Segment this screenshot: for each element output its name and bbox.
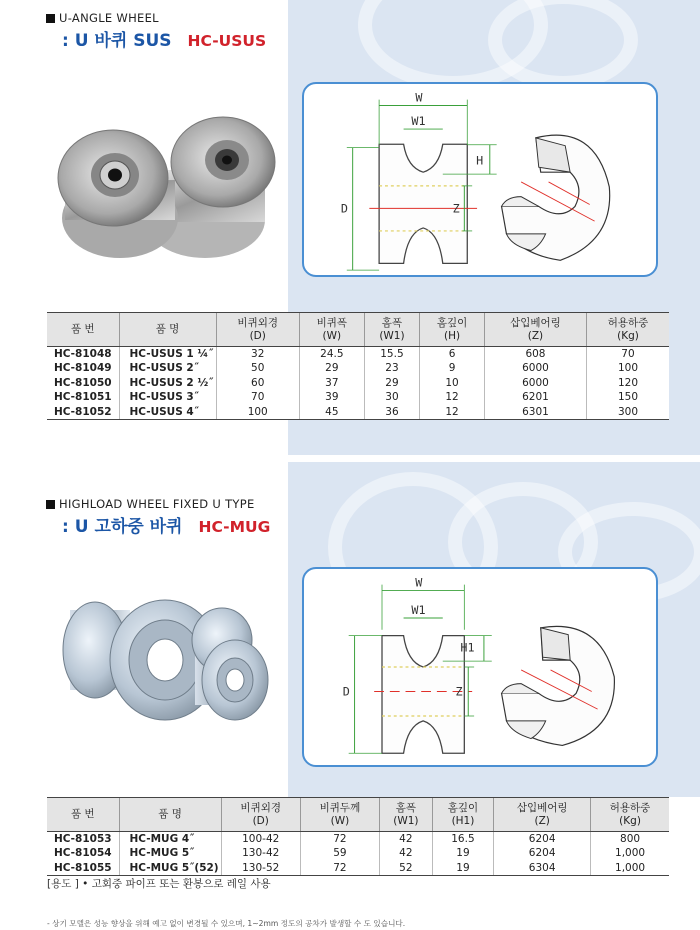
- w1-label: W1: [411, 603, 426, 618]
- table-cell: 72: [300, 861, 379, 876]
- footnote: - 상기 모델은 성능 향상을 위해 예고 없이 변경될 수 있으며, 1~2mm 정도의 공차가 발생할 수 도 있습니다.: [47, 919, 406, 928]
- col-header: 홈폭 (W1): [364, 313, 419, 347]
- table-cell: 37: [299, 376, 364, 391]
- col-header: 홈깊이 (H): [420, 313, 485, 347]
- table-cell: 9: [420, 361, 485, 376]
- table-cell: 6204: [494, 846, 591, 861]
- table-cell: 59: [300, 846, 379, 861]
- table-cell: 1,000: [591, 861, 669, 876]
- section2-product-code: HC-MUG: [198, 518, 271, 536]
- usage-line: [47, 876, 271, 891]
- table-cell: 12: [420, 390, 485, 405]
- table-cell: 19: [432, 861, 494, 876]
- table-cell: 30: [364, 390, 419, 405]
- table-cell: 130-42: [221, 846, 300, 861]
- table-cell: 70: [586, 347, 669, 362]
- z-label: Z: [455, 684, 463, 699]
- table-cell: 100-42: [221, 832, 300, 847]
- table-cell: 52: [380, 861, 433, 876]
- table-cell: HC-MUG 4˝: [119, 832, 221, 847]
- table-cell: 36: [364, 405, 419, 420]
- cutaway-3d-view: [502, 135, 610, 260]
- z-label: Z: [452, 201, 460, 216]
- table-cell: 100: [216, 405, 299, 420]
- table-cell: 42: [380, 846, 433, 861]
- table-cell: HC-MUG 5˝(52): [119, 861, 221, 876]
- table-row: [47, 390, 669, 405]
- usage-text: • 고회중 파이프 또는 환봉으로 레일 사용: [82, 878, 271, 890]
- h-label: H: [476, 153, 484, 168]
- w-label: W: [415, 575, 423, 590]
- table-row: [47, 347, 669, 362]
- table-cell: 45: [299, 405, 364, 420]
- table-cell: 6301: [484, 405, 586, 420]
- table-cell: HC-USUS 2˝: [119, 361, 216, 376]
- col-header: 삽입베어링 (Z): [494, 798, 591, 832]
- col-header: 품 명: [119, 313, 216, 347]
- section2-subtitle: [62, 512, 270, 537]
- section1-heading: U-ANGLE WHEEL: [46, 11, 159, 25]
- h1-label: H1: [460, 640, 475, 655]
- section2-table-body: [47, 832, 669, 876]
- table-cell: 29: [364, 376, 419, 391]
- table-cell: HC-81049: [53, 362, 112, 375]
- table-cell: HC-81051: [53, 391, 112, 404]
- table-cell: 60: [216, 376, 299, 391]
- col-header: 삽입베어링 (Z): [484, 313, 586, 347]
- section1-product-code: HC-USUS: [187, 32, 267, 50]
- table-cell: HC-81055: [47, 861, 119, 876]
- col-header: 허용하중 (Kg): [591, 798, 669, 832]
- table-row: [47, 376, 669, 391]
- table-cell: 39: [299, 390, 364, 405]
- table-cell: 12: [420, 405, 485, 420]
- col-header: 품 번: [47, 798, 119, 832]
- cutaway-3d-view: [502, 626, 615, 745]
- section1-subtitle: [62, 26, 266, 51]
- table-cell: 6201: [484, 390, 586, 405]
- w1-label: W1: [411, 114, 426, 129]
- table-cell: HC-81052: [47, 405, 119, 420]
- section2-dimension-diagram: [302, 567, 658, 767]
- table-cell: 300: [586, 405, 669, 420]
- table-cell: 70: [216, 390, 299, 405]
- col-header: 품 번: [47, 313, 119, 347]
- table-cell: 23: [364, 361, 419, 376]
- table-cell: 130-52: [221, 861, 300, 876]
- col-header: 홈폭 (W1): [380, 798, 433, 832]
- col-header: 비퀴폭 (W): [299, 313, 364, 347]
- table-cell: 15.5: [364, 347, 419, 362]
- table-cell: 32: [216, 347, 299, 362]
- section1-subtitle-ko: : U 바퀴 SUS: [62, 31, 172, 51]
- section2-heading: HIGHLOAD WHEEL FIXED U TYPE: [46, 497, 255, 511]
- table-cell: 42: [380, 832, 433, 847]
- table-cell: HC-MUG 5˝: [119, 846, 221, 861]
- usage-tag: [용도 ]: [47, 878, 79, 890]
- table-cell: 800: [591, 832, 669, 847]
- table-cell: HC-81050: [53, 376, 112, 389]
- col-header: 품 명: [119, 798, 221, 832]
- square-bullet-icon: [46, 500, 55, 509]
- table-row: [47, 846, 669, 861]
- section2-spec-table: [47, 797, 669, 876]
- table-cell: 6204: [494, 832, 591, 847]
- col-header: 비퀴외경 (D): [216, 313, 299, 347]
- section1-table-body: [47, 347, 669, 420]
- table-cell: HC-81048: [53, 348, 112, 360]
- table-cell: 24.5: [299, 347, 364, 362]
- table-cell: HC-USUS 1 ¼˝: [119, 347, 216, 362]
- table-header-row: [47, 313, 669, 347]
- table-cell: 72: [300, 832, 379, 847]
- d-label: D: [340, 201, 348, 216]
- table-cell: HC-USUS 4˝: [119, 405, 216, 420]
- section2-subtitle-ko: : U 고하중 바퀴: [62, 517, 183, 537]
- square-bullet-icon: [46, 14, 55, 23]
- section1-dimension-diagram: [302, 82, 658, 277]
- table-cell: 120: [586, 376, 669, 391]
- table-row: [47, 361, 669, 376]
- w-label: W: [415, 90, 423, 105]
- col-header: 홈깊이 (H1): [432, 798, 494, 832]
- table-row: [47, 832, 669, 847]
- table-cell: HC-USUS 3˝: [119, 390, 216, 405]
- table-cell: 608: [484, 347, 586, 362]
- table-cell: 50: [216, 361, 299, 376]
- table-cell: 1,000: [591, 846, 669, 861]
- table-header-row: [47, 798, 669, 832]
- table-cell: 6304: [494, 861, 591, 876]
- table-row: [47, 405, 669, 420]
- d-label: D: [342, 684, 350, 699]
- section1-spec-table: [47, 312, 669, 420]
- table-row: [47, 861, 669, 876]
- table-cell: 19: [432, 846, 494, 861]
- u-angle-wheel-photo: [55, 100, 280, 265]
- table-cell: 150: [586, 390, 669, 405]
- table-cell: 10: [420, 376, 485, 391]
- col-header: 비퀴외경 (D): [221, 798, 300, 832]
- table-cell: 16.5: [432, 832, 494, 847]
- highload-wheel-photo: [50, 580, 275, 730]
- table-cell: HC-81054: [53, 847, 112, 860]
- table-cell: HC-81053: [53, 833, 112, 845]
- col-header: 허용하중 (Kg): [586, 313, 669, 347]
- col-header: 비퀴두께 (W): [300, 798, 379, 832]
- table-cell: 29: [299, 361, 364, 376]
- wheel-profile-outline: [382, 636, 464, 754]
- table-cell: 6000: [484, 361, 586, 376]
- table-cell: 6: [420, 347, 485, 362]
- table-cell: 6000: [484, 376, 586, 391]
- table-cell: HC-USUS 2 ½˝: [119, 376, 216, 391]
- table-cell: 100: [586, 361, 669, 376]
